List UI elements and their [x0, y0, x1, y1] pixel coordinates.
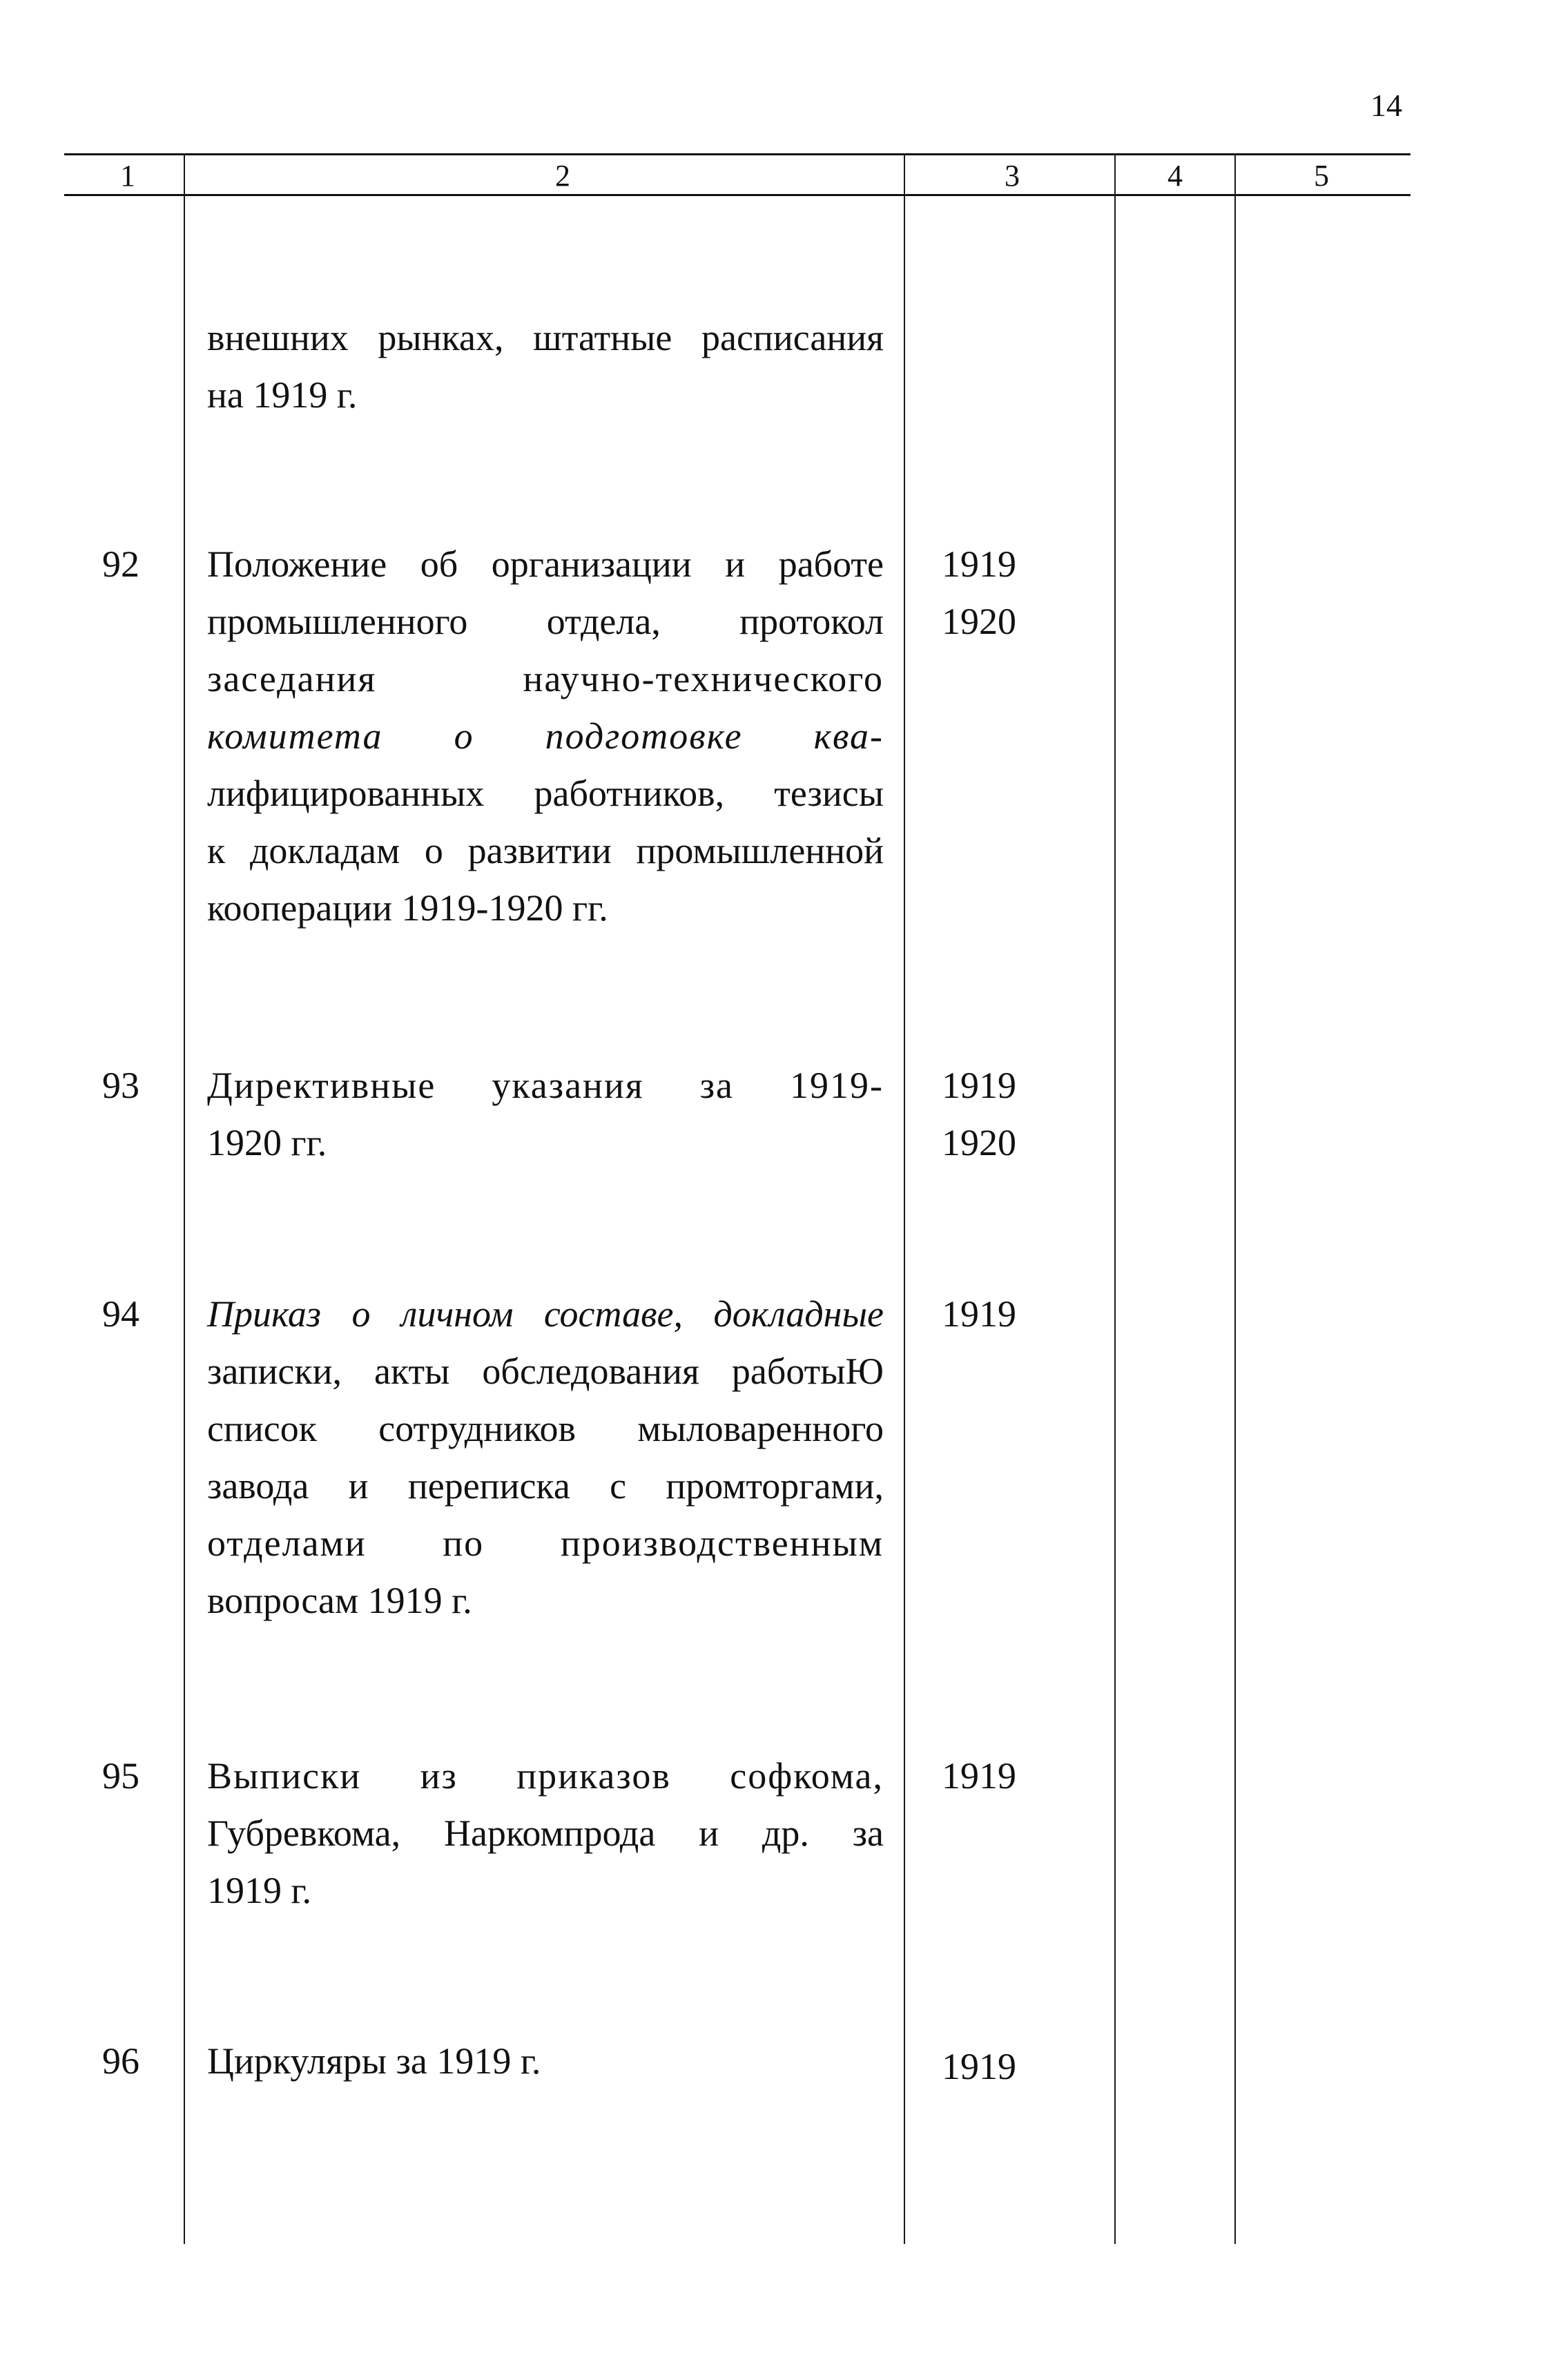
- year-value: 1919: [942, 543, 1016, 585]
- year-value: 1919: [942, 2046, 1016, 2087]
- year-value: 1919: [942, 1755, 1016, 1797]
- row-years: [942, 536, 1080, 650]
- description-line: Губревкома, Наркомпрода и др. за: [207, 1812, 884, 1854]
- row-description: [207, 536, 884, 937]
- year-value: 1919: [942, 1065, 1016, 1106]
- description-line: к докладам о развитии промышленной: [207, 830, 884, 871]
- year-value: 1920: [942, 1122, 1016, 1163]
- page-number: 14: [1370, 88, 1402, 123]
- table-top-rule: [64, 153, 1410, 155]
- description-line: Положение об организации и работе: [207, 543, 884, 585]
- description-line: записки, акты обследования работыЮ: [207, 1351, 884, 1392]
- year-value: 1919: [942, 1293, 1016, 1335]
- row-number: 92: [102, 543, 139, 585]
- description-line: Выписки из приказов софкома,: [207, 1755, 884, 1797]
- column-divider-2: [904, 153, 905, 2244]
- row-description: [207, 2033, 884, 2090]
- row-years: [942, 1057, 1080, 1172]
- row-description: [207, 1286, 884, 1629]
- description-line: Приказ о личном составе, докладные: [207, 1293, 884, 1335]
- row-years: [942, 1748, 1080, 1805]
- description-line: вопросам 1919 г.: [207, 1580, 472, 1621]
- column-header-4: 4: [1167, 159, 1183, 193]
- row-number: 95: [102, 1755, 139, 1797]
- row-description: [207, 1057, 884, 1172]
- row-number: 96: [102, 2040, 139, 2082]
- row-number: 93: [102, 1065, 139, 1106]
- description-line: Циркуляры за 1919 г.: [207, 2040, 541, 2082]
- description-line: кооперации 1919-1920 гг.: [207, 887, 608, 929]
- column-header-5: 5: [1314, 159, 1329, 193]
- column-header-3: 3: [1005, 159, 1020, 193]
- row-description: [207, 1748, 884, 1919]
- description-line: внешних рынках, штатные расписания: [207, 317, 884, 358]
- description-line: промышленного отдела, протокол: [207, 601, 884, 642]
- column-divider-1: [184, 153, 185, 2244]
- continuation-description: [207, 309, 884, 424]
- description-line: комитета о подготовке ква-: [207, 715, 884, 757]
- description-line: завода и переписка с промторгами,: [207, 1465, 884, 1507]
- description-line: 1920 гг.: [207, 1122, 327, 1163]
- table-header-rule: [64, 194, 1410, 196]
- description-line: список сотрудников мыловаренного: [207, 1408, 884, 1449]
- column-header-2: 2: [555, 159, 570, 193]
- description-line: 1919 г.: [207, 1870, 312, 1911]
- column-divider-3: [1114, 153, 1116, 2244]
- description-line: Директивные указания за 1919-: [207, 1065, 884, 1106]
- description-line: лифицированных работников, тезисы: [207, 773, 884, 814]
- description-line: на 1919 г.: [207, 374, 358, 416]
- year-value: 1920: [942, 601, 1016, 642]
- description-line: отделами по производственным: [207, 1522, 884, 1564]
- column-divider-4: [1234, 153, 1236, 2244]
- column-header-1: 1: [120, 159, 135, 193]
- row-years: [942, 2038, 1080, 2096]
- row-number: 94: [102, 1293, 139, 1335]
- description-line: заседания научно-технического: [207, 658, 884, 699]
- row-years: [942, 1286, 1080, 1343]
